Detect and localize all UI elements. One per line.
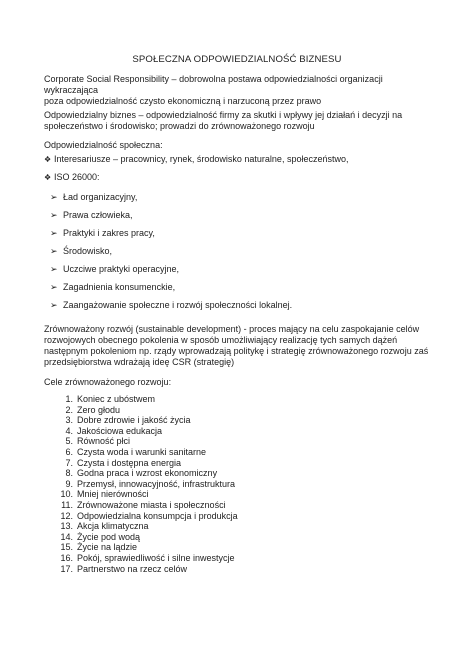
goal-text: Odpowiedzialna konsumpcja i produkcja bbox=[77, 510, 238, 521]
goal-number: 2. bbox=[65, 404, 73, 415]
iso-item bbox=[50, 282, 175, 293]
iso-item bbox=[50, 228, 155, 239]
iso-item-text: Ład organizacyjny, bbox=[63, 192, 138, 202]
resp-line: społeczeństwo i środowisko; prowadzi do zrównoważonego rozwoju bbox=[44, 121, 315, 131]
arrow-bullet-icon: ➢ bbox=[50, 264, 58, 274]
goal-number: 12. bbox=[60, 510, 73, 521]
goal-item bbox=[44, 405, 238, 416]
bullet-text: Interesariusze – pracownicy, rynek, środowisko naturalne, społeczeństwo, bbox=[54, 154, 349, 164]
goal-item bbox=[44, 542, 238, 553]
goal-item bbox=[44, 436, 238, 447]
goal-text: Dobre zdrowie i jakość życia bbox=[77, 415, 191, 426]
goal-text: Życie na lądzie bbox=[77, 542, 138, 553]
goal-text: Partnerstwo na rzecz celów bbox=[77, 563, 188, 574]
sd-line: Zrównoważony rozwój (sustainable development) - proces mający na celu zaspokajanie celów bbox=[44, 324, 420, 334]
goal-number: 4. bbox=[65, 425, 73, 436]
arrow-bullet-icon: ➢ bbox=[50, 228, 58, 238]
goal-item bbox=[44, 447, 238, 458]
goal-number: 5. bbox=[65, 436, 73, 447]
sd-line: przedsiębiorstwa wdrażają ideę CSR (strategię) bbox=[44, 357, 235, 367]
bullet-item bbox=[44, 154, 348, 165]
iso-item-text: Uczciwe praktyki operacyjne, bbox=[63, 264, 180, 274]
goal-number: 16. bbox=[60, 552, 73, 563]
goal-item bbox=[44, 532, 238, 543]
goal-text: Życie pod wodą bbox=[77, 531, 141, 542]
sustainable-development-definition bbox=[44, 324, 434, 368]
resp-line: Odpowiedzialny biznes – odpowiedzialność firmy za skutki i wpływy jej działań i decyzji na bbox=[44, 110, 403, 120]
goal-item bbox=[44, 394, 238, 405]
diamond-bullet-icon: ❖ bbox=[44, 155, 52, 164]
goal-number: 17. bbox=[60, 563, 73, 574]
iso-item bbox=[50, 246, 112, 257]
sustainable-development-goals-list bbox=[44, 394, 238, 574]
arrow-bullet-icon: ➢ bbox=[50, 192, 58, 202]
goal-number: 7. bbox=[65, 457, 73, 468]
iso-item bbox=[50, 192, 137, 203]
arrow-bullet-icon: ➢ bbox=[50, 210, 58, 220]
goal-text: Koniec z ubóstwem bbox=[77, 394, 156, 404]
goal-item bbox=[44, 415, 238, 426]
goal-item bbox=[44, 564, 238, 575]
goals-label: Cele zrównoważonego rozwoju: bbox=[44, 377, 172, 387]
arrow-bullet-icon: ➢ bbox=[50, 300, 58, 310]
bullet-text: ISO 26000: bbox=[54, 172, 100, 182]
goal-text: Zero głodu bbox=[77, 404, 121, 415]
goal-item bbox=[44, 458, 238, 469]
goal-item bbox=[44, 468, 238, 479]
responsible-business-definition bbox=[44, 110, 434, 132]
arrow-bullet-icon: ➢ bbox=[50, 246, 58, 256]
goal-text: Zrównoważone miasta i społeczności bbox=[77, 499, 226, 510]
goal-item bbox=[44, 500, 238, 511]
goal-text: Pokój, sprawiedliwość i silne inwestycje bbox=[77, 552, 235, 563]
document-title: SPOŁECZNA ODPOWIEDZIALNOŚĆ BIZNESU bbox=[132, 54, 342, 65]
goal-text: Czysta i dostępna energia bbox=[77, 457, 182, 468]
goal-number: 3. bbox=[65, 415, 73, 426]
iso-item bbox=[50, 264, 179, 275]
social-responsibility-label: Odpowiedzialność społeczna: bbox=[44, 140, 163, 150]
csr-line: Corporate Social Responsibility – dobrowolna postawa odpowiedzialności organizacji wykraczająca bbox=[44, 74, 383, 95]
csr-line: poza odpowiedzialność czysto ekonomiczną i narzuconą przez prawo bbox=[44, 96, 322, 106]
goal-item bbox=[44, 521, 238, 532]
goal-item bbox=[44, 426, 238, 437]
goal-number: 1. bbox=[65, 394, 73, 404]
goal-text: Jakościowa edukacja bbox=[77, 425, 163, 436]
csr-definition bbox=[44, 74, 434, 107]
iso-item-text: Środowisko, bbox=[63, 246, 113, 256]
diamond-bullet-icon: ❖ bbox=[44, 173, 52, 182]
goal-number: 6. bbox=[65, 446, 73, 457]
sd-line: rozwojowych obecnego pokolenia w sposób umożliwiający realizację tych samych dążeń bbox=[44, 335, 398, 345]
goal-item bbox=[44, 489, 238, 500]
bullet-item bbox=[44, 172, 100, 183]
goal-number: 15. bbox=[60, 542, 73, 553]
goal-text: Godna praca i wzrost ekonomiczny bbox=[77, 468, 218, 479]
goal-number: 11. bbox=[61, 499, 73, 510]
goal-number: 13. bbox=[60, 521, 73, 532]
iso-item-text: Prawa człowieka, bbox=[63, 210, 133, 220]
goal-item bbox=[44, 511, 238, 522]
arrow-bullet-icon: ➢ bbox=[50, 282, 58, 292]
goal-number: 9. bbox=[65, 478, 73, 489]
goal-number: 8. bbox=[65, 468, 73, 479]
goal-number: 10. bbox=[60, 489, 73, 500]
goal-item bbox=[44, 553, 238, 564]
goal-item bbox=[44, 479, 238, 490]
goal-text: Mniej nierówności bbox=[77, 489, 149, 500]
goal-number: 14. bbox=[60, 531, 73, 542]
iso-item-text: Zaangażowanie społeczne i rozwój społeczności lokalnej. bbox=[63, 300, 293, 310]
iso-item-text: Praktyki i zakres pracy, bbox=[63, 228, 155, 238]
sd-line: następnym pokoleniom np. rządy wprowadzają politykę i strategię zrównoważonego rozwoju zaś bbox=[44, 346, 429, 356]
goal-text: Przemysł, innowacyjność, infrastruktura bbox=[77, 478, 236, 489]
iso-item bbox=[50, 300, 292, 311]
iso-item bbox=[50, 210, 133, 221]
goal-text: Czysta woda i warunki sanitarne bbox=[77, 446, 207, 457]
goal-text: Równość płci bbox=[77, 436, 131, 447]
iso-item-text: Zagadnienia konsumenckie, bbox=[63, 282, 176, 292]
goal-text: Akcja klimatyczna bbox=[77, 521, 149, 532]
